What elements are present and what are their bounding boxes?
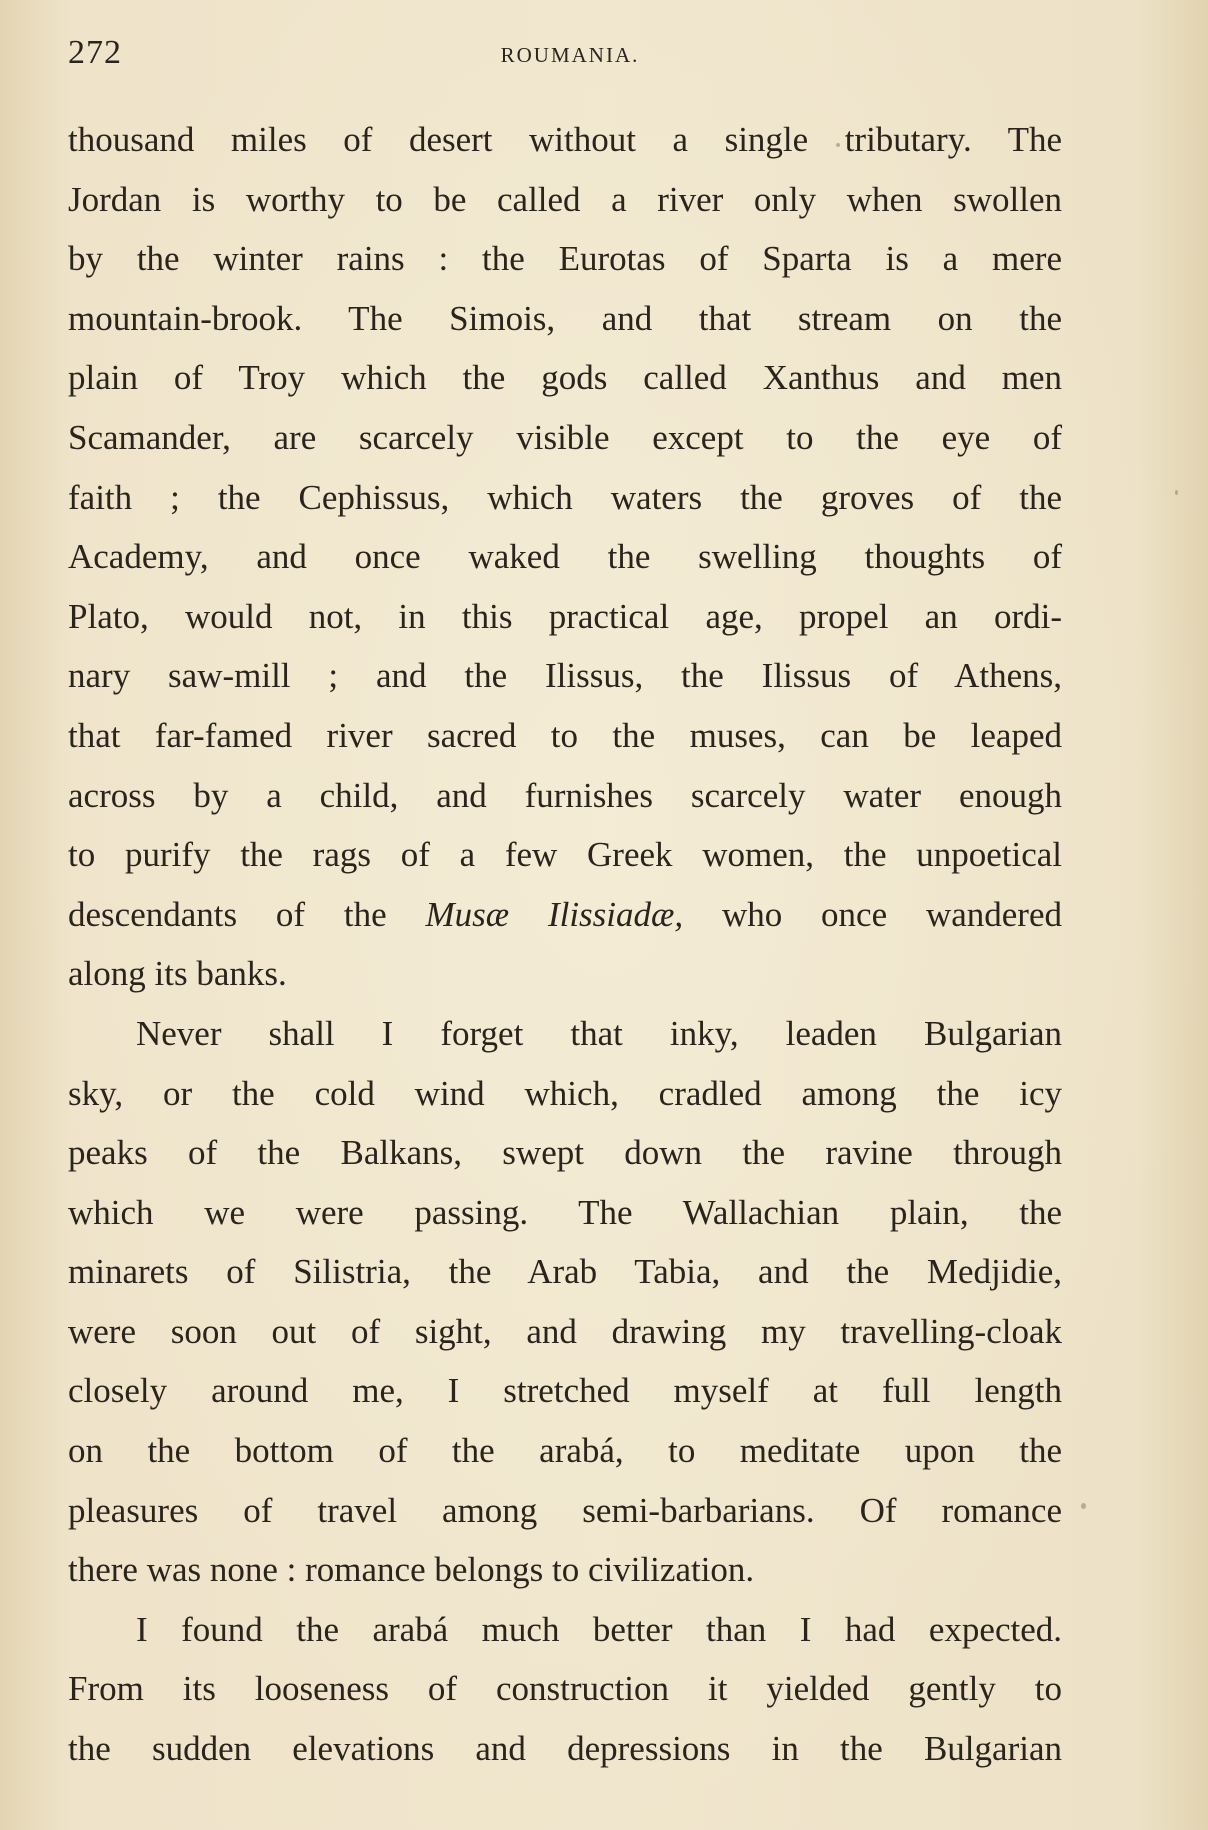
text-line: nary saw-mill ; and the Ilissus, the Ilissus of Athens, bbox=[68, 656, 1062, 696]
text-line: closely around me, I stretched myself at full length bbox=[68, 1371, 1062, 1411]
text-line: which we were passing. The Wallachian plain, the bbox=[68, 1192, 1062, 1232]
text-line: mountain-brook. The Simois, and that stream on the bbox=[68, 298, 1062, 338]
body-text bbox=[68, 110, 1062, 1779]
text-line: thousand miles of desert without a single tributary. The bbox=[68, 120, 1062, 159]
paragraph-first-line: I found the arabá much better than I had expected. bbox=[136, 1609, 1062, 1649]
text-line: faith ; the Cephissus, which waters the groves of the bbox=[68, 477, 1062, 517]
text-line: Academy, and once waked the swelling thoughts of bbox=[68, 537, 1062, 577]
paragraph-first-line: Never shall I forget that inky, leaden Bulgarian bbox=[136, 1013, 1062, 1053]
text-line: minarets of Silistria, the Arab Tabia, and the Medjidie, bbox=[68, 1252, 1062, 1292]
running-title: ROUMANIA. bbox=[500, 43, 640, 67]
line-text-before: descendants of the bbox=[68, 894, 426, 934]
text-line: to purify the rags of a few Greek women, the unpoetical bbox=[68, 835, 1062, 875]
text-line: across by a child, and furnishes scarcely water enough bbox=[68, 775, 1062, 815]
paper-speck bbox=[1175, 490, 1178, 495]
paper-speck bbox=[836, 143, 840, 147]
text-line: Jordan is worthy to be called a river only when swollen bbox=[68, 179, 1062, 219]
text-line: Plato, would not, in this practical age, propel an ordi- bbox=[68, 596, 1062, 636]
page-number: 272 bbox=[68, 34, 122, 71]
paragraph-end-line: along its banks. bbox=[68, 954, 287, 994]
text-line: plain of Troy which the gods called Xanthus and men bbox=[68, 358, 1062, 398]
line-text-after: who once wandered bbox=[683, 894, 1062, 934]
text-line: the sudden elevations and depressions in the Bulgarian bbox=[68, 1729, 1062, 1769]
text-line: that far-famed river sacred to the muses, can be leaped bbox=[68, 715, 1062, 755]
text-line: were soon out of sight, and drawing my travelling-cloak bbox=[68, 1311, 1062, 1351]
paragraph-end-line: there was none : romance belongs to civilization. bbox=[68, 1550, 755, 1590]
text-line: Scamander, are scarcely visible except to the eye of bbox=[68, 417, 1062, 457]
paper-speck bbox=[1081, 1503, 1086, 1509]
text-line: pleasures of travel among semi-barbarians. Of romance bbox=[68, 1490, 1062, 1530]
text-line: by the winter rains : the Eurotas of Sparta is a mere bbox=[68, 239, 1062, 279]
text-line: From its looseness of construction it yielded gently to bbox=[68, 1669, 1062, 1709]
text-line: peaks of the Balkans, swept down the ravine through bbox=[68, 1133, 1062, 1173]
text-line: on the bottom of the arabá, to meditate upon the bbox=[68, 1431, 1062, 1471]
text-line-with-italic bbox=[68, 885, 1062, 945]
italic-phrase: Musæ Ilissiadæ, bbox=[425, 894, 684, 934]
text-line: sky, or the cold wind which, cradled among the icy bbox=[68, 1073, 1062, 1113]
running-head bbox=[68, 28, 1062, 78]
